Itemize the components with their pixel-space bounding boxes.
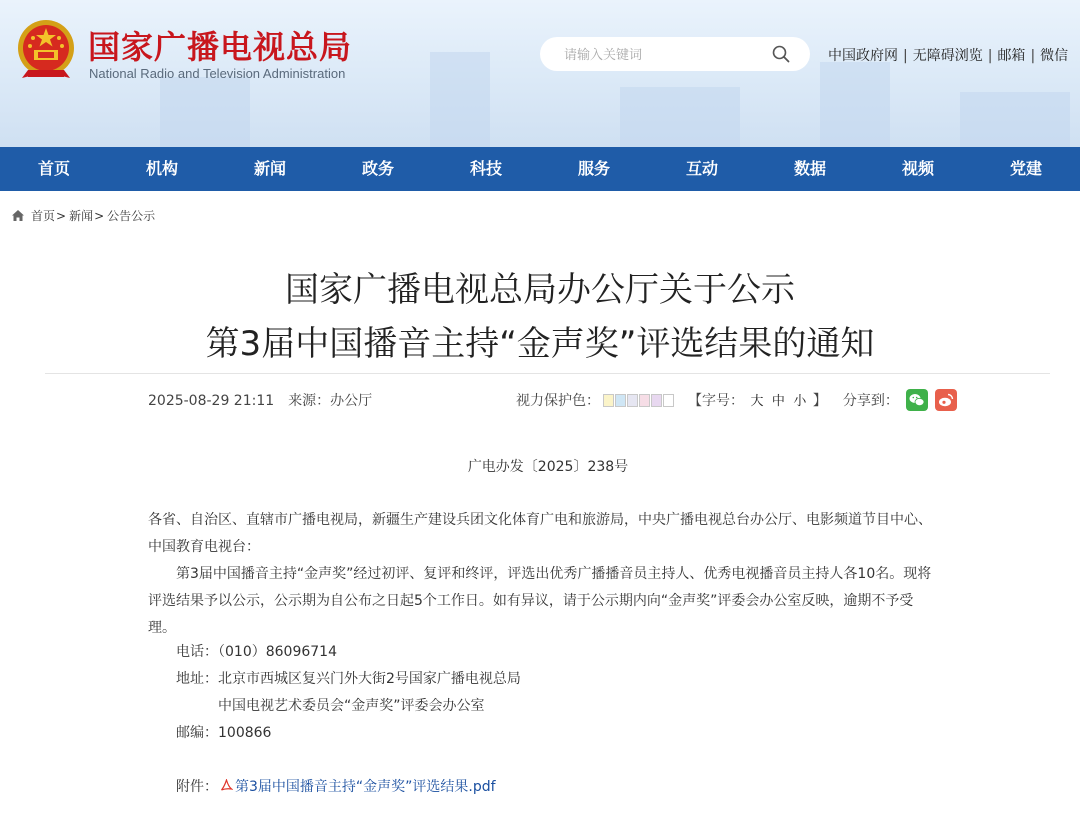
background-building	[820, 62, 890, 147]
background-building	[620, 87, 740, 147]
home-icon	[11, 209, 25, 222]
article-meta	[148, 390, 372, 410]
search-input[interactable]	[562, 44, 766, 66]
font-size-small[interactable]: 小	[793, 394, 807, 409]
link-separator: |	[903, 48, 908, 64]
link-mailbox[interactable]: 邮箱	[997, 48, 1026, 64]
font-size-control	[688, 390, 827, 410]
link-gov-portal[interactable]: 中国政府网	[828, 48, 898, 64]
article-title-line1: 国家广播电视总局办公厅关于公示	[285, 270, 795, 310]
document-number: 广电办发〔2025〕238号	[467, 459, 629, 475]
pdf-icon	[220, 779, 233, 793]
article-source: 来源：办公厅	[288, 393, 373, 409]
font-size-medium[interactable]: 中	[771, 394, 785, 409]
share-label: 分享到：	[842, 393, 899, 409]
nav-item-data[interactable]: 数据	[793, 159, 826, 178]
breadcrumb-announcements[interactable]: 公告公示	[107, 209, 156, 223]
article-addressees: 各省、自治区、直辖市广播电视局，新疆生产建设兵团文化体育广电和旅游局，中央广播电视总台办公厅、电影频道节目中心、中国教育电视台：	[148, 512, 932, 555]
eye-color-swatch-purple[interactable]	[651, 394, 662, 407]
share-wechat-button[interactable]	[906, 389, 928, 411]
link-separator: |	[987, 48, 993, 64]
eye-color-swatches	[602, 394, 674, 407]
site-logo-title[interactable]: 国家广播电视总局	[88, 28, 353, 66]
breadcrumb-separator: >	[94, 208, 105, 223]
search-box	[540, 37, 810, 71]
nav-item-services[interactable]: 服务	[577, 159, 610, 178]
eye-protection-label: 视力保护色：	[516, 393, 600, 409]
attachment-pdf-link[interactable]: 第3届中国播音主持“金声奖”评选结果.pdf	[235, 779, 496, 795]
attachment-label: 附件：	[176, 779, 218, 795]
top-links	[828, 45, 1068, 65]
main-nav	[0, 147, 1080, 191]
contact-postcode: 邮编：100866	[176, 725, 272, 741]
eye-color-swatch-yellow[interactable]	[603, 394, 614, 407]
font-size-large[interactable]: 大	[750, 394, 764, 409]
article-title-line2: 第3届中国播音主持“金声奖”评选结果的通知	[205, 324, 875, 364]
title-divider	[45, 373, 1050, 374]
weibo-icon	[935, 389, 957, 411]
breadcrumb-news[interactable]: 新闻	[69, 209, 94, 223]
background-building	[430, 52, 490, 147]
breadcrumb-home[interactable]: 首页	[31, 209, 56, 223]
article-tools	[516, 386, 957, 414]
share-weibo-button[interactable]	[935, 389, 957, 411]
nav-item-video[interactable]: 视频	[901, 159, 934, 178]
background-building	[160, 77, 250, 147]
eye-color-swatch-blue[interactable]	[615, 394, 626, 407]
wechat-icon	[906, 389, 928, 411]
site-logo-subtitle: National Radio and Television Administration	[89, 66, 346, 81]
eye-color-swatch-white[interactable]	[663, 394, 674, 407]
contact-address-office: 中国电视艺术委员会“金声奖”评委会办公室	[218, 698, 485, 714]
link-accessibility[interactable]: 无障碍浏览	[912, 48, 983, 64]
nav-item-home[interactable]: 首页	[37, 159, 70, 178]
breadcrumb-separator: >	[56, 208, 67, 223]
nav-item-technology[interactable]: 科技	[469, 159, 502, 178]
link-separator: |	[1030, 48, 1036, 64]
breadcrumb	[11, 207, 155, 224]
nav-item-government-affairs[interactable]: 政务	[361, 159, 394, 178]
national-emblem-icon[interactable]	[16, 18, 76, 82]
nav-item-news[interactable]: 新闻	[253, 159, 286, 178]
attachment	[176, 776, 496, 796]
nav-item-party[interactable]: 党建	[1009, 159, 1042, 178]
contact-address: 地址：北京市西城区复兴门外大街2号国家广播电视总局	[176, 671, 521, 687]
nav-item-interaction[interactable]: 互动	[685, 159, 718, 178]
font-size-label: 【字号：	[688, 393, 744, 409]
article-body-paragraph: 第3届中国播音主持“金声奖”经过初评、复评和终评，评选出优秀广播播音员主持人、优秀电视播音员主持人各10名。现将评选结果予以公示，公示期为自公布之日起5个工作日。如有异议，请于公示期内向“金声奖”评委会办公室反映，逾期不予受理。	[148, 566, 932, 636]
background-building	[960, 92, 1070, 147]
link-wechat[interactable]: 微信	[1040, 48, 1069, 64]
font-size-bracket: 】	[812, 393, 827, 409]
site-header	[0, 0, 1080, 147]
publish-datetime: 2025-08-29 21:11	[148, 393, 275, 409]
eye-color-swatch-lavender[interactable]	[627, 394, 638, 407]
search-icon[interactable]	[772, 45, 790, 63]
nav-item-organization[interactable]: 机构	[145, 159, 178, 178]
eye-color-swatch-pink[interactable]	[639, 394, 650, 407]
contact-phone: 电话：（010）86096714	[176, 644, 337, 660]
